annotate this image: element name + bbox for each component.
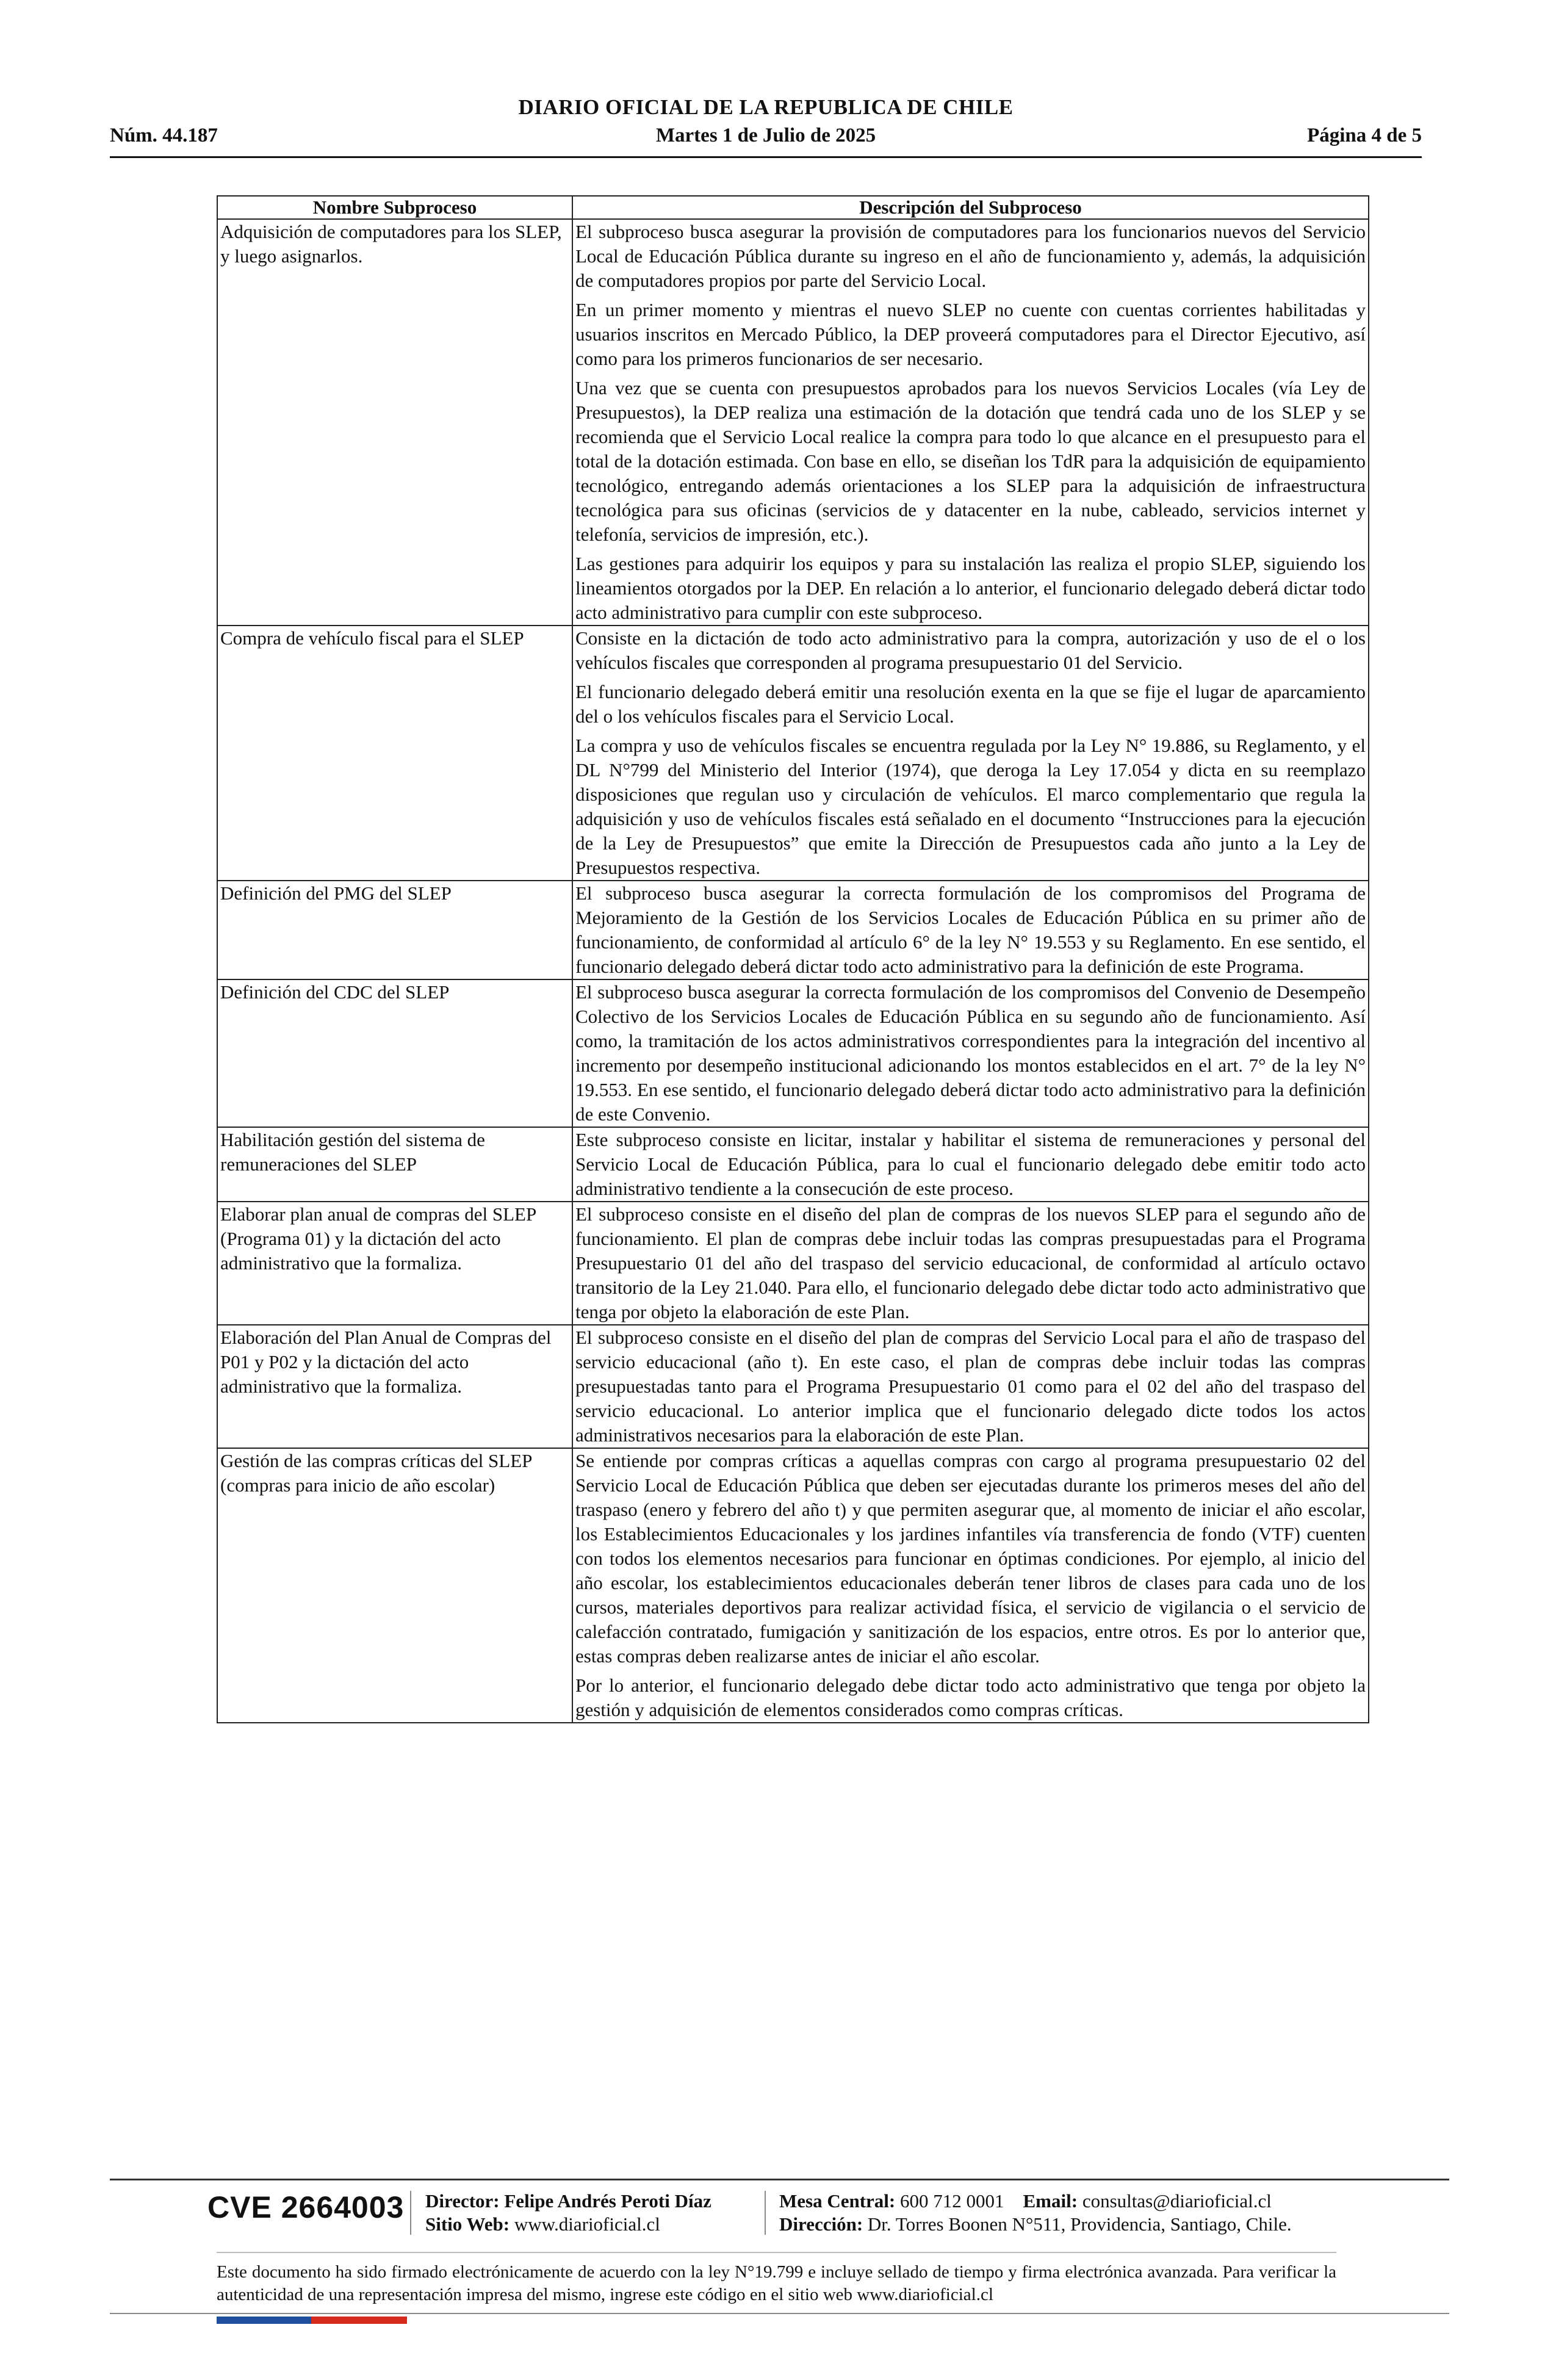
description-paragraph: El subproceso consiste en el diseño del plan de compras del Servicio Local para el año de traspaso del servicio educacional (año t). En este caso, el plan de compras debe incluir todas las compras presupuestadas tanto para el Programa Presupuestario 01 como para el 02 del año del traspaso del servicio educacional. Lo anterior implica que el funcionario delegado dicte todos los actos administrativos necesarios para la elaboración de este Plan.	[575, 1327, 1366, 1446]
table-row	[217, 979, 1369, 1127]
table-body	[217, 219, 1369, 1723]
table-row	[217, 626, 1369, 881]
table-header-row	[217, 196, 1369, 219]
description-paragraph: Por lo anterior, el funcionario delegado debe dictar todo acto administrativo que tenga por objeto la gestión y adquisición de elementos considerados como compras críticas.	[575, 1675, 1366, 1720]
footer-separator	[765, 2191, 766, 2235]
description-paragraph: Las gestiones para adquirir los equipos y para su instalación las realiza el propio SLEP, siguiendo los lineamientos otorgados por la DEP. En relación a lo anterior, el funcionario delegado deberá dictar todo acto administrativo para cumplir con este subproceso.	[575, 553, 1366, 623]
subprocess-name: Elaboración del Plan Anual de Compras del P01 y P02 y la dictación del acto administrativo que la formaliza.	[217, 1325, 572, 1448]
footer-divider-bottom	[110, 2313, 1449, 2314]
subprocess-name: Compra de vehículo fiscal para el SLEP	[217, 626, 572, 881]
footer-separator	[410, 2191, 411, 2235]
legal-notice: Este documento ha sido firmado electrónicamente de acuerdo con la ley N°19.799 e incluye sellado de tiempo y firma electrónica avanzada. Para verificar la autenticidad de una representación impresa del mismo, ingrese este código en el sitio web www.diarioficial.cl	[217, 2262, 1336, 2304]
description-paragraph: Consiste en la dictación de todo acto administrativo para la compra, autorización y uso de el o los vehículos fiscales que corresponden al programa presupuestario 01 del Servicio.	[575, 627, 1366, 673]
director-label: Director:	[425, 2190, 500, 2212]
description-paragraph: La compra y uso de vehículos fiscales se encuentra regulada por la Ley N° 19.886, su Reglamento, y el DL N°799 del Ministerio del Interior (1974), que deroga la Ley 17.054 y dicta en su reemplazo disposiciones que regulan uso y circulación de vehículos. El marco complementario que regula la adquisición y uso de vehículos fiscales está señalado en el documento “Instrucciones para la ejecución de la Ley de Presupuestos” que emite la Dirección de Presupuestos cada año junto a la Ley de Presupuestos respectiva.	[575, 735, 1366, 878]
description-paragraph: El subproceso busca asegurar la provisión de computadores para los funcionarios nuevos del Servicio Local de Educación Pública durante su ingreso en el año de funcionamiento y, además, la adquisición de computadores propios por parte del Servicio Local.	[575, 221, 1366, 291]
subprocess-name: Adquisición de computadores para los SLEP, y luego asignarlos.	[217, 219, 572, 626]
email-label: Email:	[1023, 2190, 1078, 2212]
phone-number: 600 712 0001	[900, 2190, 1004, 2212]
subprocess-description	[572, 881, 1369, 979]
newspaper-title: DIARIO OFICIAL DE LA REPUBLICA DE CHILE	[518, 95, 1014, 119]
page-number: Página 4 de 5	[1307, 124, 1422, 146]
table-row	[217, 219, 1369, 626]
publication-date: Martes 1 de Julio de 2025	[655, 124, 876, 146]
subprocess-description	[572, 1127, 1369, 1202]
subprocess-name: Gestión de las compras críticas del SLEP (compras para inicio de año escolar)	[217, 1448, 572, 1723]
website-link[interactable]: www.diarioficial.cl	[514, 2213, 660, 2235]
website-label: Sitio Web:	[425, 2213, 510, 2235]
description-paragraph: El subproceso busca asegurar la correcta formulación de los compromisos del Convenio de Desempeño Colectivo de los Servicios Locales de Educación Pública en su segundo año de funcionamiento. Así como, la tramitación de los actos administrativos correspondientes para la integración del incentivo al incremento por desempeño institucional adicionando los montos establecidos en el art. 7° de la ley N° 19.553. En ese sentido, el funcionario delegado deberá dictar todo acto administrativo para la definición de este Convenio.	[575, 981, 1366, 1125]
cve-code: CVE 2664003	[207, 2190, 405, 2224]
description-paragraph: Una vez que se cuenta con presupuestos aprobados para los nuevos Servicios Locales (vía Ley de Presupuestos), la DEP realiza una estimación de la dotación que tendrá cada uno de los SLEP y se recomienda que el Servicio Local realice la compra para todo lo que alcance en el presupuesto para el total de la dotación estimada. Con base en ello, se diseñan los TdR para la adquisición de equipamiento tecnológico, entregando además orientaciones a los SLEP para la adquisición de infraestructura tecnológica para sus oficinas (servicios de y datacenter en la nube, cableado, servicios internet y telefonía, servicios de impresión, etc.).	[575, 377, 1366, 545]
director-name: Felipe Andrés Peroti Díaz	[504, 2190, 711, 2212]
description-paragraph: El funcionario delegado deberá emitir una resolución exenta en la que se fije el lugar de aparcamiento del o los vehículos fiscales para el Servicio Local.	[575, 681, 1366, 727]
subprocess-description	[572, 219, 1369, 626]
address-text: Dr. Torres Boonen N°511, Providencia, Santiago, Chile.	[867, 2213, 1292, 2235]
table-row	[217, 1325, 1369, 1448]
subprocess-name: Elaborar plan anual de compras del SLEP (Programa 01) y la dictación del acto administrativo que la formaliza.	[217, 1202, 572, 1325]
description-paragraph: El subproceso busca asegurar la correcta formulación de los compromisos del Programa de Mejoramiento de la Gestión de los Servicios Locales de Educación Pública en su primer año de funcionamiento, de conformidad al artículo 6° de la ley N° 19.553 y su Reglamento. En ese sentido, el funcionario delegado deberá dictar todo acto administrativo para la definición de este Programa.	[575, 882, 1366, 977]
subprocess-name: Definición del PMG del SLEP	[217, 881, 572, 979]
column-header-name: Nombre Subproceso	[217, 196, 572, 219]
footer-divider-mid	[217, 2252, 1336, 2253]
page-header	[110, 93, 1422, 154]
subprocess-description	[572, 979, 1369, 1127]
email-link[interactable]: consultas@diarioficial.cl	[1082, 2190, 1272, 2212]
table-row	[217, 1127, 1369, 1202]
subprocess-description	[572, 1202, 1369, 1325]
issue-number: Núm. 44.187	[110, 124, 218, 146]
description-paragraph: Se entiende por compras críticas a aquellas compras con cargo al programa presupuestario 02 del Servicio Local de Educación Pública que deben ser ejecutadas durante los primeros meses del año del traspaso (enero y febrero del año t) y que permiten asegurar que, al momento de iniciar el año escolar, los Establecimientos Educacionales y los jardines infantiles vía transferencia de fondo (VTF) cuenten con todos los elementos necesarios para funcionar en óptimas condiciones. Por ejemplo, al inicio del año escolar, los establecimientos educacionales deberán tener libros de clases para cada uno de los cursos, materiales deportivos para realizar actividad física, el servicio de vigilancia o el servicio de calefacción contratado, fumigación y sanitización de los espacios, entre otros. Es por lo anterior que, estas compras deben realizarse antes de iniciar el año escolar.	[575, 1450, 1366, 1667]
footer-divider-top	[110, 2179, 1449, 2180]
footer-contact-block	[779, 2190, 1292, 2236]
subprocess-description	[572, 1325, 1369, 1448]
footer-director-block	[425, 2190, 711, 2236]
flag-blue-segment	[217, 2317, 311, 2324]
table-row	[217, 1202, 1369, 1325]
table-row	[217, 1448, 1369, 1723]
subprocess-name: Definición del CDC del SLEP	[217, 979, 572, 1127]
flag-stripe	[217, 2317, 407, 2324]
table-row	[217, 881, 1369, 979]
subprocess-table	[217, 195, 1369, 1723]
flag-red-segment	[311, 2317, 407, 2324]
description-paragraph: En un primer momento y mientras el nuevo SLEP no cuente con cuentas corrientes habilitadas y usuarios inscritos en Mercado Público, la DEP proveerá computadores para el Director Ejecutivo, así como para los primeros funcionarios de ser necesario.	[575, 299, 1366, 369]
subprocess-description	[572, 626, 1369, 881]
header-divider	[110, 156, 1422, 158]
column-header-description: Descripción del Subproceso	[572, 196, 1369, 219]
subprocess-name: Habilitación gestión del sistema de remuneraciones del SLEP	[217, 1127, 572, 1202]
description-paragraph: Este subproceso consiste en licitar, instalar y habilitar el sistema de remuneraciones y personal del Servicio Local de Educación Pública, para lo cual el funcionario delegado debe emitir todo acto administrativo tendiente a la consecución de este proceso.	[575, 1129, 1366, 1199]
address-label: Dirección:	[779, 2213, 863, 2235]
subprocess-description	[572, 1448, 1369, 1723]
phone-label: Mesa Central:	[779, 2190, 896, 2212]
description-paragraph: El subproceso consiste en el diseño del plan de compras de los nuevos SLEP para el segundo año de funcionamiento. El plan de compras debe incluir todas las compras presupuestadas para el Programa Presupuestario 01 del año del traspaso del servicio educacional, de conformidad al artículo octavo transitorio de la Ley 21.040. Para ello, el funcionario delegado debe dictar todo acto administrativo que tenga por objeto la elaboración de este Plan.	[575, 1203, 1366, 1322]
